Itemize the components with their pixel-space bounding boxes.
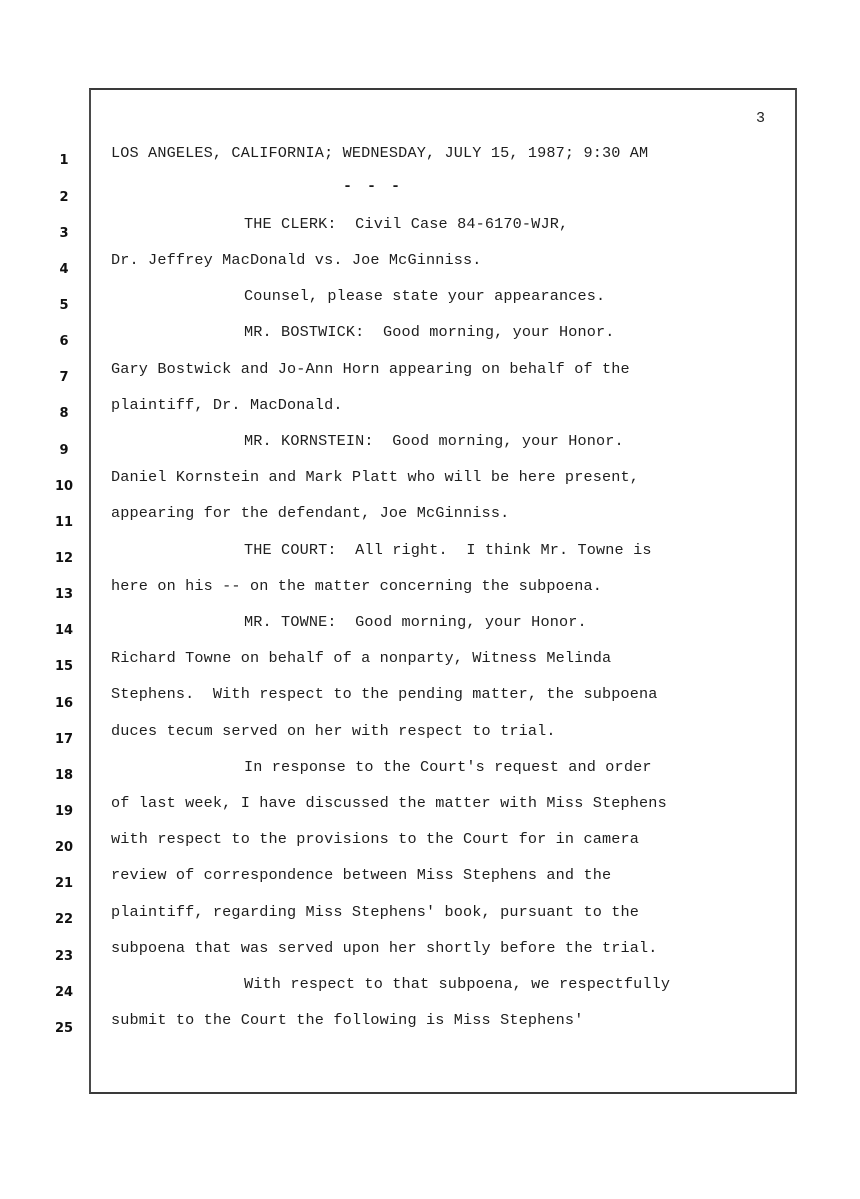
line-number: 23 — [54, 949, 74, 964]
transcript-line: subpoena that was served upon her shortly before the trial. — [111, 939, 658, 957]
line-number: 8 — [59, 406, 69, 421]
line-number: 17 — [54, 732, 74, 747]
line-number: 1 — [59, 153, 69, 168]
transcript-line: with respect to the provisions to the Court for in camera — [111, 830, 640, 848]
transcript-line: Counsel, please state your appearances. — [244, 287, 606, 305]
transcript-line: here on his -- on the matter concerning the subpoena. — [111, 577, 602, 595]
line-number: 22 — [54, 912, 74, 927]
transcript-line: In response to the Court's request and order — [244, 758, 652, 776]
line-number: 7 — [59, 370, 69, 385]
line-number: 12 — [54, 551, 74, 566]
transcript-line: of last week, I have discussed the matter with Miss Stephens — [111, 794, 667, 812]
transcript-line: THE COURT: All right. I think Mr. Towne is — [244, 541, 652, 559]
line-number: 25 — [54, 1021, 74, 1036]
line-number: 14 — [54, 623, 74, 638]
line-number: 2 — [59, 190, 69, 205]
transcript-line: Gary Bostwick and Jo-Ann Horn appearing on behalf of the — [111, 360, 630, 378]
transcript-line: Dr. Jeffrey MacDonald vs. Joe McGinniss. — [111, 251, 482, 269]
line-number: 9 — [59, 443, 69, 458]
transcript-line: LOS ANGELES, CALIFORNIA; WEDNESDAY, JULY 15, 1987; 9:30 AM — [111, 144, 649, 162]
transcript-line: appearing for the defendant, Joe McGinniss. — [111, 504, 510, 522]
line-number: 6 — [59, 334, 69, 349]
line-number: 18 — [54, 768, 74, 783]
line-number: 11 — [54, 515, 74, 530]
line-number: 15 — [54, 659, 74, 674]
line-number: 13 — [54, 587, 74, 602]
line-number: 20 — [54, 840, 74, 855]
line-number: 21 — [54, 876, 74, 891]
transcript-line: MR. BOSTWICK: Good morning, your Honor. — [244, 323, 615, 341]
line-number: 3 — [59, 226, 69, 241]
separator-dashes: - - - — [343, 178, 404, 195]
transcript-line: MR. TOWNE: Good morning, your Honor. — [244, 613, 587, 631]
line-number: 19 — [54, 804, 74, 819]
transcript-line: plaintiff, regarding Miss Stephens' book, pursuant to the — [111, 903, 640, 921]
line-number: 16 — [54, 696, 74, 711]
line-number: 10 — [54, 479, 74, 494]
line-number: 24 — [54, 985, 74, 1000]
transcript-line: THE CLERK: Civil Case 84-6170-WJR, — [244, 215, 569, 233]
transcript-line: plaintiff, Dr. MacDonald. — [111, 396, 343, 414]
line-number: 5 — [59, 298, 69, 313]
transcript-line: Richard Towne on behalf of a nonparty, Witness Melinda — [111, 649, 612, 667]
line-number: 4 — [59, 262, 69, 277]
transcript-line: review of correspondence between Miss Stephens and the — [111, 866, 612, 884]
transcript-line: duces tecum served on her with respect to trial. — [111, 722, 556, 740]
transcript-line: Daniel Kornstein and Mark Platt who will be here present, — [111, 468, 640, 486]
transcript-line: submit to the Court the following is Miss Stephens' — [111, 1011, 584, 1029]
transcript-line: With respect to that subpoena, we respectfully — [244, 975, 671, 993]
transcript-line: MR. KORNSTEIN: Good morning, your Honor. — [244, 432, 624, 450]
page-number: 3 — [756, 110, 766, 127]
transcript-line: Stephens. With respect to the pending matter, the subpoena — [111, 685, 658, 703]
